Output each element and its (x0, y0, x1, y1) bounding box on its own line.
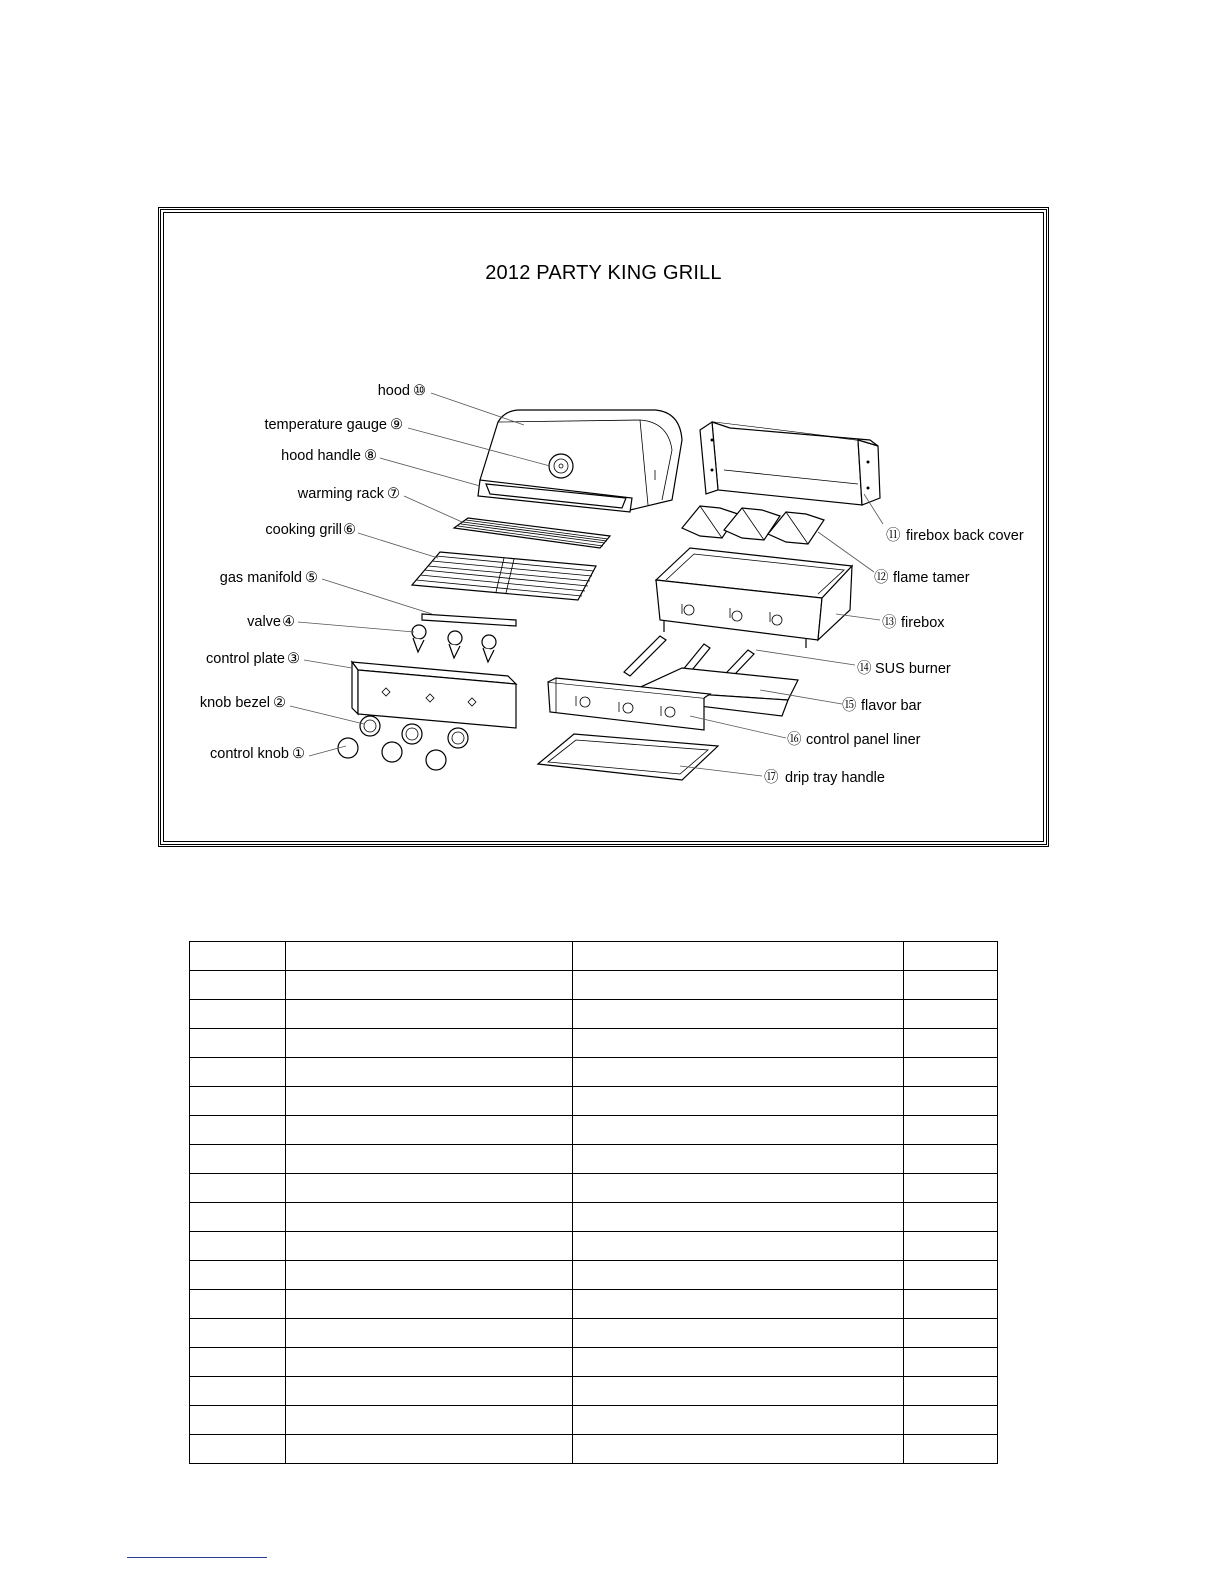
callout-marker-11: ⑪ (886, 528, 901, 544)
table-row (190, 942, 998, 971)
table-cell (190, 1435, 286, 1464)
callout-flame-tamer: flame tamer (893, 570, 970, 586)
table-cell (286, 1058, 573, 1087)
flame-tamer-drawing (682, 506, 824, 544)
callout-marker-1: ① (292, 746, 305, 762)
table-cell (190, 1000, 286, 1029)
table-cell (573, 1348, 904, 1377)
callout-marker-15: ⑮ (842, 698, 857, 714)
table-cell (904, 1232, 998, 1261)
control-knob-drawing (338, 738, 446, 770)
callout-control-knob: control knob (210, 746, 289, 762)
table-cell (286, 1435, 573, 1464)
table-row (190, 1203, 998, 1232)
callout-marker-12: ⑫ (874, 570, 889, 586)
table-cell (286, 1377, 573, 1406)
parts-table-body (190, 942, 998, 1464)
callout-control-panel-liner: control panel liner (806, 732, 921, 748)
table-cell (573, 1290, 904, 1319)
firebox-back-cover-drawing (700, 422, 880, 505)
table-cell (573, 1377, 904, 1406)
table-row (190, 1000, 998, 1029)
callout-valve: valve (247, 614, 281, 630)
table-cell (190, 942, 286, 971)
callout-temperature-gauge: temperature gauge (264, 417, 387, 433)
table-cell (286, 1290, 573, 1319)
table-cell (573, 971, 904, 1000)
table-cell (573, 1029, 904, 1058)
table-cell (573, 1145, 904, 1174)
table-cell (904, 942, 998, 971)
table-cell (190, 1290, 286, 1319)
drip-tray-handle-drawing (538, 734, 718, 780)
table-row (190, 1232, 998, 1261)
table-cell (286, 971, 573, 1000)
table-cell (573, 1406, 904, 1435)
table-cell (190, 1377, 286, 1406)
table-cell (286, 1348, 573, 1377)
callout-marker-4: ④ (282, 614, 295, 630)
table-cell (904, 1174, 998, 1203)
callout-marker-2: ② (273, 695, 286, 711)
callout-marker-17: ⑰ (764, 770, 779, 786)
table-cell (286, 1319, 573, 1348)
table-row (190, 1348, 998, 1377)
table-row (190, 1377, 998, 1406)
table-cell (190, 1087, 286, 1116)
callout-cooking-grill: cooking grill (265, 522, 342, 538)
callout-hood: hood (377, 383, 410, 399)
table-cell (573, 1116, 904, 1145)
callout-marker-16: ⑯ (787, 732, 802, 748)
table-row (190, 1058, 998, 1087)
table-cell (573, 1435, 904, 1464)
table-cell (904, 1029, 998, 1058)
table-cell (286, 1261, 573, 1290)
table-row (190, 1029, 998, 1058)
callout-firebox: firebox (901, 615, 945, 631)
table-cell (904, 1406, 998, 1435)
table-cell (286, 942, 573, 971)
table-row (190, 971, 998, 1000)
callout-hood-handle: hood handle (281, 448, 361, 464)
callout-marker-9: ⑨ (390, 417, 403, 433)
callout-marker-3: ③ (287, 651, 300, 667)
table-cell (286, 1203, 573, 1232)
table-cell (904, 1435, 998, 1464)
table-row (190, 1087, 998, 1116)
callout-gas-manifold: gas manifold (219, 570, 302, 586)
callout-marker-8: ⑧ (364, 448, 377, 464)
parts-table (189, 941, 998, 1464)
callout-marker-6: ⑥ (343, 522, 356, 538)
callout-drip-tray-handle: drip tray handle (785, 770, 885, 786)
table-cell (190, 1058, 286, 1087)
table-cell (286, 1116, 573, 1145)
table-row (190, 1290, 998, 1319)
cooking-grill-drawing (412, 552, 596, 600)
table-cell (904, 971, 998, 1000)
table-cell (904, 1087, 998, 1116)
callout-knob-bezel: knob bezel (199, 695, 270, 711)
table-cell (573, 1232, 904, 1261)
table-cell (190, 1029, 286, 1058)
table-row (190, 1406, 998, 1435)
table-cell (573, 1000, 904, 1029)
table-cell (904, 1058, 998, 1087)
table-cell (190, 1145, 286, 1174)
gas-manifold-drawing (422, 614, 516, 626)
table-cell (190, 1319, 286, 1348)
table-cell (286, 1145, 573, 1174)
table-row (190, 1435, 998, 1464)
valve-drawing (412, 625, 496, 662)
table-cell (286, 1406, 573, 1435)
table-cell (573, 1058, 904, 1087)
table-cell (573, 1174, 904, 1203)
table-row (190, 1319, 998, 1348)
callout-control-plate: control plate (206, 651, 285, 667)
table-cell (190, 1261, 286, 1290)
table-cell (286, 1232, 573, 1261)
table-cell (190, 1406, 286, 1435)
table-cell (190, 1174, 286, 1203)
table-cell (573, 942, 904, 971)
callout-sus-burner: SUS burner (875, 661, 951, 677)
table-cell (190, 971, 286, 1000)
table-row (190, 1261, 998, 1290)
table-row (190, 1145, 998, 1174)
table-cell (904, 1145, 998, 1174)
table-cell (904, 1377, 998, 1406)
table-cell (573, 1261, 904, 1290)
table-cell (190, 1116, 286, 1145)
table-cell (286, 1000, 573, 1029)
callout-marker-5: ⑤ (305, 570, 318, 586)
table-cell (904, 1203, 998, 1232)
callout-marker-13: ⑬ (882, 615, 897, 631)
callout-warming-rack: warming rack (297, 486, 384, 502)
table-cell (904, 1000, 998, 1029)
table-cell (190, 1203, 286, 1232)
callout-firebox-back-cover: firebox back cover (906, 528, 1024, 544)
table-cell (286, 1029, 573, 1058)
table-cell (190, 1232, 286, 1261)
diagram-title: 2012 PARTY KING GRILL (485, 262, 722, 284)
table-cell (286, 1087, 573, 1116)
table-row (190, 1116, 998, 1145)
firebox-drawing (656, 548, 852, 648)
table-cell (904, 1290, 998, 1319)
table-cell (904, 1261, 998, 1290)
table-row (190, 1174, 998, 1203)
footer-rule (127, 1557, 267, 1558)
table-cell (904, 1116, 998, 1145)
callout-flavor-bar: flavor bar (861, 698, 922, 714)
warming-rack-drawing (454, 518, 610, 548)
callout-marker-10: ⑩ (413, 383, 426, 399)
table-cell (573, 1203, 904, 1232)
table-cell (573, 1319, 904, 1348)
table-cell (904, 1319, 998, 1348)
table-cell (904, 1348, 998, 1377)
table-cell (286, 1174, 573, 1203)
callout-marker-7: ⑦ (387, 486, 400, 502)
hood-drawing (478, 410, 682, 512)
table-cell (573, 1087, 904, 1116)
table-cell (190, 1348, 286, 1377)
callout-marker-14: ⑭ (857, 661, 872, 677)
